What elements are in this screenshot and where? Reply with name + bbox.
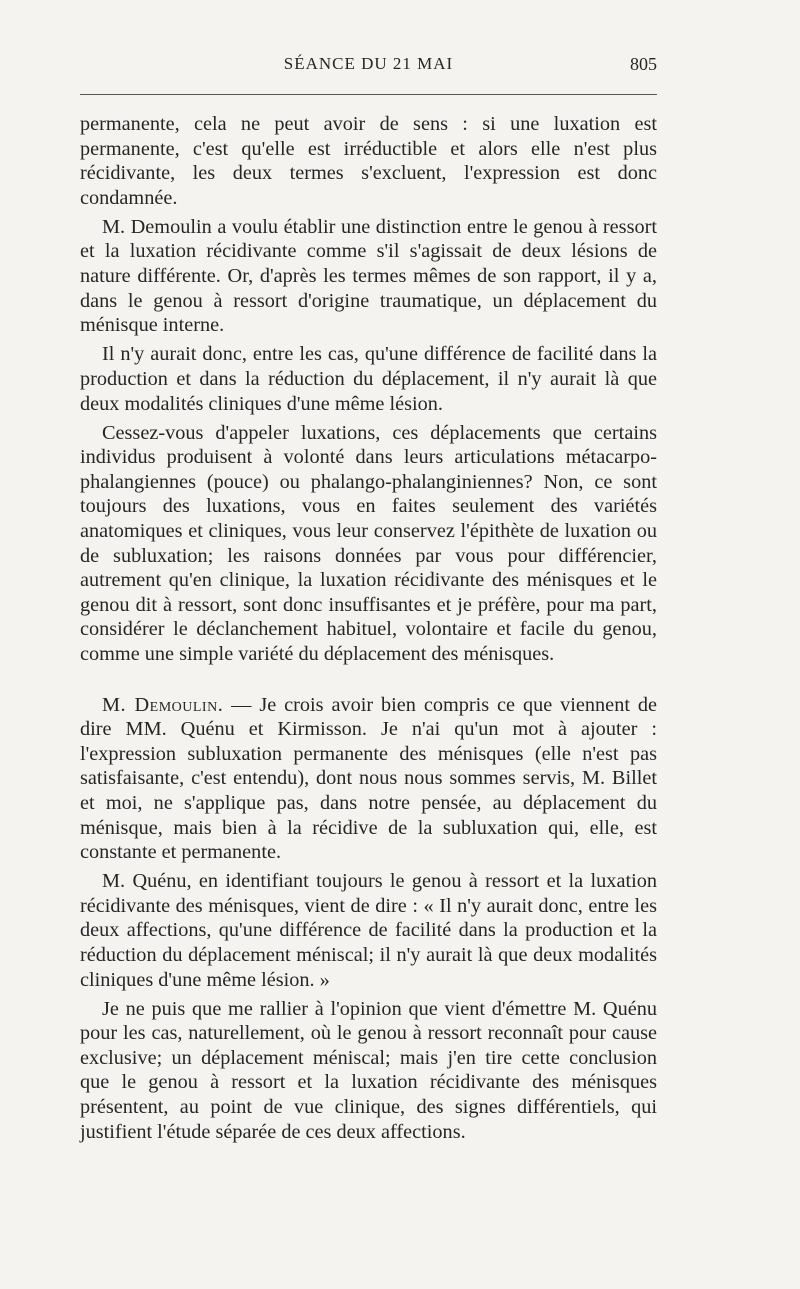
paragraph: M. Quénu, en identifiant toujours le genou à ressort et la luxation récidivante des ménisques, vient de dire : « Il n'y aurait donc, entre les deux affections, qu'une différence de facilité dans la production et la réduction du déplacement méniscal; il n'y aurait là que deux modalités cliniques d'une même lésion. » — [80, 870, 657, 991]
page-number: 805 — [630, 54, 657, 74]
paragraph-continued: permanente, cela ne peut avoir de sens : si une luxation est permanente, c'est qu'elle est irréductible et alors elle n'est plus récidivante, les deux termes s'excluent, l'expression est donc condamnée. — [80, 113, 657, 209]
paragraph: M. Demoulin a voulu établir une distinction entre le genou à ressort et la luxation récidivante comme s'il s'agissait de deux lésions de nature différente. Or, d'après les termes mêmes de son rapport, il y a, dans le genou à ressort d'origine traumatique, un déplacement du ménisque interne. — [80, 215, 657, 337]
running-title: SÉANCE DU 21 MAI — [283, 54, 454, 73]
body-text — [80, 112, 657, 1149]
speaker-name: M. Demoulin. — [102, 693, 224, 716]
speech-opening-text: — Je crois avoir bien compris ce que viennent de dire MM. Quénu et Kirmisson. Je n'ai qu'un mot à ajouter : l'expression subluxation permanente des ménisques (elle n'est pas satisfaisante, c'est entendu), dont nous nous sommes servis, M. Billet et moi, ne s'applique pas, dans notre pensée, au déplacement du ménisque, mais bien à la récidive de la subluxation qui, elle, est constante et permanente. — [80, 693, 658, 864]
speech-opening-paragraph — [80, 693, 657, 865]
header-rule — [80, 94, 657, 95]
paragraph: Cessez-vous d'appeler luxations, ces déplacements que certains individus produisent à volonté dans leurs articulations métacarpo-phalangiennes (pouce) ou phalango-phalanginiennes? Non, ce sont toujours des luxations, vous en faites seulement des variétés anatomiques et cliniques, vous leur conservez l'épithète de luxation ou de subluxation; les raisons données par vous pour différencier, autrement qu'en clinique, la luxation récidivante des ménisques et le genou dit à ressort, sont donc insuffisantes et je préfère, pour ma part, considérer le déclanchement habituel, volontaire et facile du genou, comme une simple variété du déplacement des ménisques. — [80, 421, 657, 665]
paragraph: Il n'y aurait donc, entre les cas, qu'une différence de facilité dans la production et dans la réduction du déplacement, il n'y aurait là que deux modalités cliniques d'une même lésion. — [80, 343, 657, 415]
page-header — [80, 54, 657, 84]
paragraph: Je ne puis que me rallier à l'opinion que vient d'émettre M. Quénu pour les cas, naturellement, où le genou à ressort reconnaît pour cause exclusive; un déplacement méniscal; mais j'en tire cette conclusion que le genou à ressort et la luxation récidivante des ménisques présentent, au point de vue clinique, des signes différentiels, qui justifient l'étude séparée de ces deux affections. — [80, 997, 657, 1143]
